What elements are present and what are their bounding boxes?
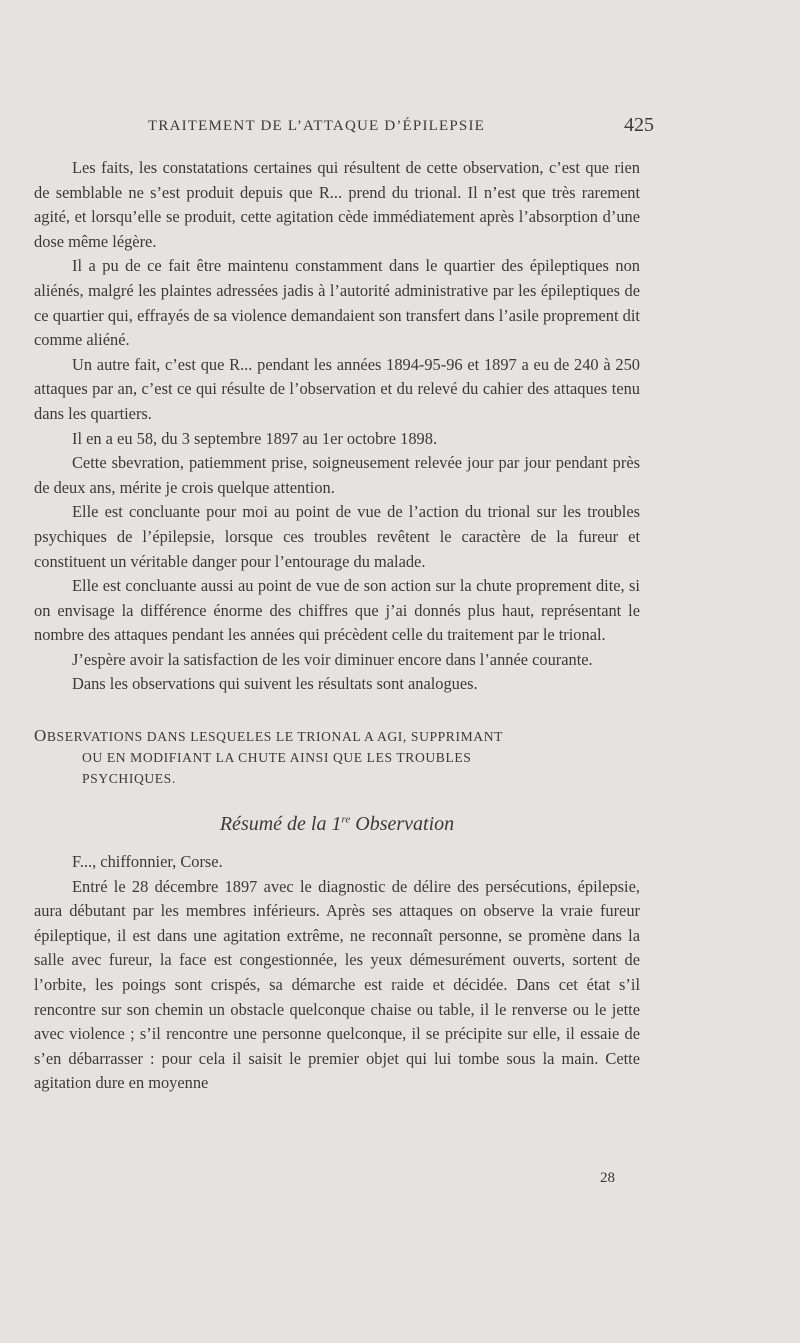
page-body bbox=[34, 156, 640, 1096]
subsection-title-suffix: Observation bbox=[350, 813, 455, 836]
case-paragraph: F..., chiffonnier, Corse. bbox=[72, 852, 223, 872]
paragraph: Elle est concluante pour moi au point de vue de l’action du trional sur les troubles psychiques de l’épilepsie, lorsque ces troubles revêtent le caractère de la fureur et constituent un véritable danger pour l’entourage du malade. bbox=[34, 502, 640, 571]
paragraph: Cette sbevration, patiemment prise, soigneusement relevée jour par jour pendant près de deux ans, mérite je crois quelque attention. bbox=[34, 453, 640, 497]
paragraph: Dans les observations qui suivent les résultats sont analogues. bbox=[72, 674, 478, 694]
case-paragraph: Entré le 28 décembre 1897 avec le diagnostic de délire des persécutions, épilepsie, aura débutant par les membres inférieurs. Après ses attaques on observe la vraie fureur épileptique, il est dans une agitation extrême, ne reconnaît personne, se promène dans la salle avec fureur, la face est congestionnée, les yeux démesurément ouverts, sortent de l’orbite, les poings sont crispés, sa démarche est raide et décidée. Dans cet état s’il rencontre sur son chemin un obstacle quelconque chaise ou table, il le renverse ou le jette avec violence ; s’il rencontre une personne quelconque, il se précipite sur elle, il essaie de s’en débarrasser : pour cela il saisit le premier objet qui lui tombe sous la main. Cette agitation dure en moyenne bbox=[34, 876, 640, 1093]
paragraph: Les faits, les constatations certaines qui résultent de cette observation, c’est que rien de semblable ne s’est produit depuis que R... prend du trional. Il n’est que très rarement agité, et lorsqu’elle se produit, cette agitation cède immédiatement après l’absorption d’une dose même légère. bbox=[34, 158, 640, 251]
heading-line: BSERVATIONS DANS LESQUELES LE TRIONAL A AGI, SUPPRIMANT bbox=[46, 729, 504, 745]
paragraph: Il en a eu 58, du 3 septembre 1897 au 1er octobre 1898. bbox=[72, 428, 438, 448]
subsection-title-sup: re bbox=[341, 813, 351, 826]
paragraph: Elle est concluante aussi au point de vue de son action sur la chute proprement dite, si on envisage la différence énorme des chiffres que j’ai donnés plus haut, représentant le nombre des attaques pendant les années qui précèdent celle du traitement par le trional. bbox=[34, 576, 640, 645]
heading-initial: O bbox=[34, 726, 47, 746]
paragraph: Un autre fait, c’est que R... pendant les années 1894-95-96 et 1897 a eu de 240 à 250 attaques par an, c’est ce qui résulte de l’observation et du relevé du cahier des attaques tenu dans les quartiers. bbox=[34, 354, 640, 423]
heading-line: OU EN MODIFIANT LA CHUTE AINSI QUE LES TROUBLES bbox=[82, 750, 472, 766]
signature-mark: 28 bbox=[600, 1170, 615, 1186]
paragraph: J’espère avoir la satisfaction de les voir diminuer encore dans l’année courante. bbox=[72, 649, 593, 669]
running-title: TRAITEMENT DE L’ATTAQUE D’ÉPILEPSIE bbox=[148, 118, 486, 134]
section-heading bbox=[34, 725, 640, 789]
heading-line: PSYCHIQUES. bbox=[82, 771, 176, 787]
subsection-title-prefix: Résumé de la 1 bbox=[219, 813, 342, 836]
page-number: 425 bbox=[624, 114, 654, 136]
subsection-title bbox=[34, 813, 640, 836]
paragraph: Il a pu de ce fait être maintenu constamment dans le quartier des épileptiques non aliénés, malgré les plaintes adressées jadis à l’autorité administrative par les épileptiques de ce quartier qui, effrayés de sa violence demandaient son transfert dans l’asile proprement dit comme aliéné. bbox=[34, 256, 640, 350]
